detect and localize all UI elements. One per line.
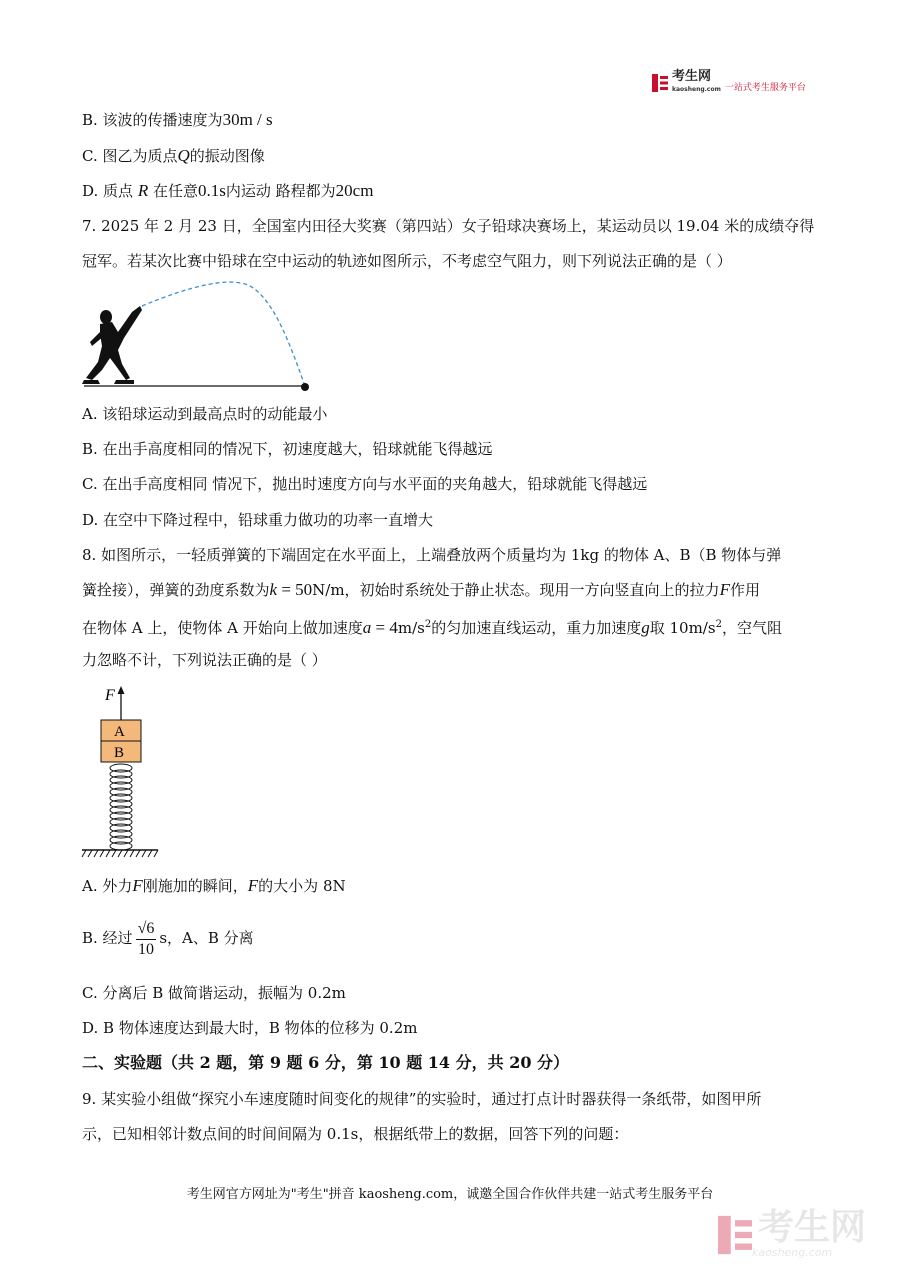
- watermark: [718, 1207, 867, 1259]
- q8-stem-line1: 8. 如图所示，一轻质弹簧的下端固定在水平面上，上端叠放两个质量均为 1kg 的物体 A、B（B 物体与弹: [82, 546, 782, 564]
- watermark-text: 考生网: [758, 1207, 867, 1248]
- q7-option-a: A. 该铅球运动到最高点时的动能最小: [82, 405, 328, 423]
- q8-option-b: B. 经过 $\frac{√6}{10}$ s，A、B 分离: [82, 919, 254, 958]
- q7-option-d: D. 在空中下降过程中，铅球重力做功的功率一直增大: [82, 511, 434, 529]
- q8-stem-line3: 在物体 A 上，使物体 A 开始向上做加速度$a = 4m/s^2$的匀加速直线运动，重力加速度g取 $10m/s^2$，空气阻: [82, 618, 782, 637]
- q7-option-b: B. 在出手高度相同的情况下，初速度越大，铅球就能飞得越远: [82, 440, 493, 458]
- q6-option-c: C. 图乙为质点Q的振动图像: [82, 146, 265, 165]
- shotput-ball: [301, 383, 309, 391]
- ground-hatching: [82, 850, 158, 857]
- q7-option-c: C. 在出手高度相同 情况下，抛出时速度方向与水平面的夹角越大，铅球就能飞得越远: [82, 475, 648, 493]
- logo-brand: 考生网 kaosheng.com: [672, 71, 721, 96]
- logo-slogan: 一站式考生服务平台: [724, 82, 806, 93]
- spring-coil: [110, 764, 132, 850]
- page-footer: 考生网官方网址为"考生"拼音 kaosheng.com，诚邀全国合作伙伴共建一站式考生服务平台: [186, 1187, 714, 1202]
- section-2-heading: 二、实验题（共 2 题，第 9 题 6 分，第 10 题 14 分，共 20 分）: [82, 1053, 570, 1072]
- q9-stem-line1: 9. 某实验小组做“探究小车速度随时间变化的规律”的实验时，通过打点计时器获得一条纸带，如图甲所: [82, 1090, 762, 1108]
- q7-stem-line2: 冠军。若某次比赛中铅球在空中运动的轨迹如图所示，不考虑空气阻力，则下列说法正确的是（ ）: [82, 252, 732, 270]
- q9-stem-line2: 示，已知相邻计数点间的时间间隔为 0.1s，根据纸带上的数据，回答下列的问题：: [82, 1125, 629, 1143]
- force-arrowhead-icon: [118, 686, 125, 694]
- watermark-domain: kaosheng.com: [752, 1246, 833, 1259]
- athlete-silhouette-icon: [82, 306, 142, 384]
- force-label: F: [105, 687, 115, 704]
- q8-option-d: D. B 物体速度达到最大时，B 物体的位移为 0.2m: [82, 1019, 418, 1037]
- trajectory-curve: [142, 282, 305, 386]
- kaosheng-logo-icon: [652, 74, 668, 92]
- q8-option-a: A. 外力F刚施加的瞬间，F的大小为 8N: [82, 876, 346, 895]
- q7-shotput-figure: [80, 280, 320, 392]
- watermark-logo-icon: [718, 1215, 752, 1255]
- q6-option-d: D. 质点 R 在任意0.1s内运动 路程都为20cm: [82, 181, 374, 200]
- block-b-label: B: [114, 745, 125, 761]
- q7-stem-line1: 7. 2025 年 2 月 23 日，全国室内田径大奖赛（第四站）女子铅球决赛场上，某运动员以 19.04 米的成绩夺得: [82, 217, 815, 235]
- q8-option-c: C. 分离后 B 做简谐运动，振幅为 0.2m: [82, 984, 346, 1002]
- q6-option-b: B. 该波的传播速度为30m / s: [82, 110, 273, 129]
- header-logo: [652, 68, 806, 94]
- logo-domain: kaosheng.com: [672, 85, 721, 93]
- block-a-label: A: [114, 724, 125, 740]
- sqrt6-over-10-fraction: $\frac{√6}{10}$: [137, 919, 155, 958]
- q8-spring-figure: [80, 684, 170, 860]
- q8-stem-line4: 力忽略不计，下列说法正确的是（ ）: [82, 651, 327, 669]
- q8-stem-line2: 簧拴接），弹簧的劲度系数为k = 50N/m，初始时系统处于静止状态。现用一方向竖直向上的拉力F作用: [82, 580, 760, 599]
